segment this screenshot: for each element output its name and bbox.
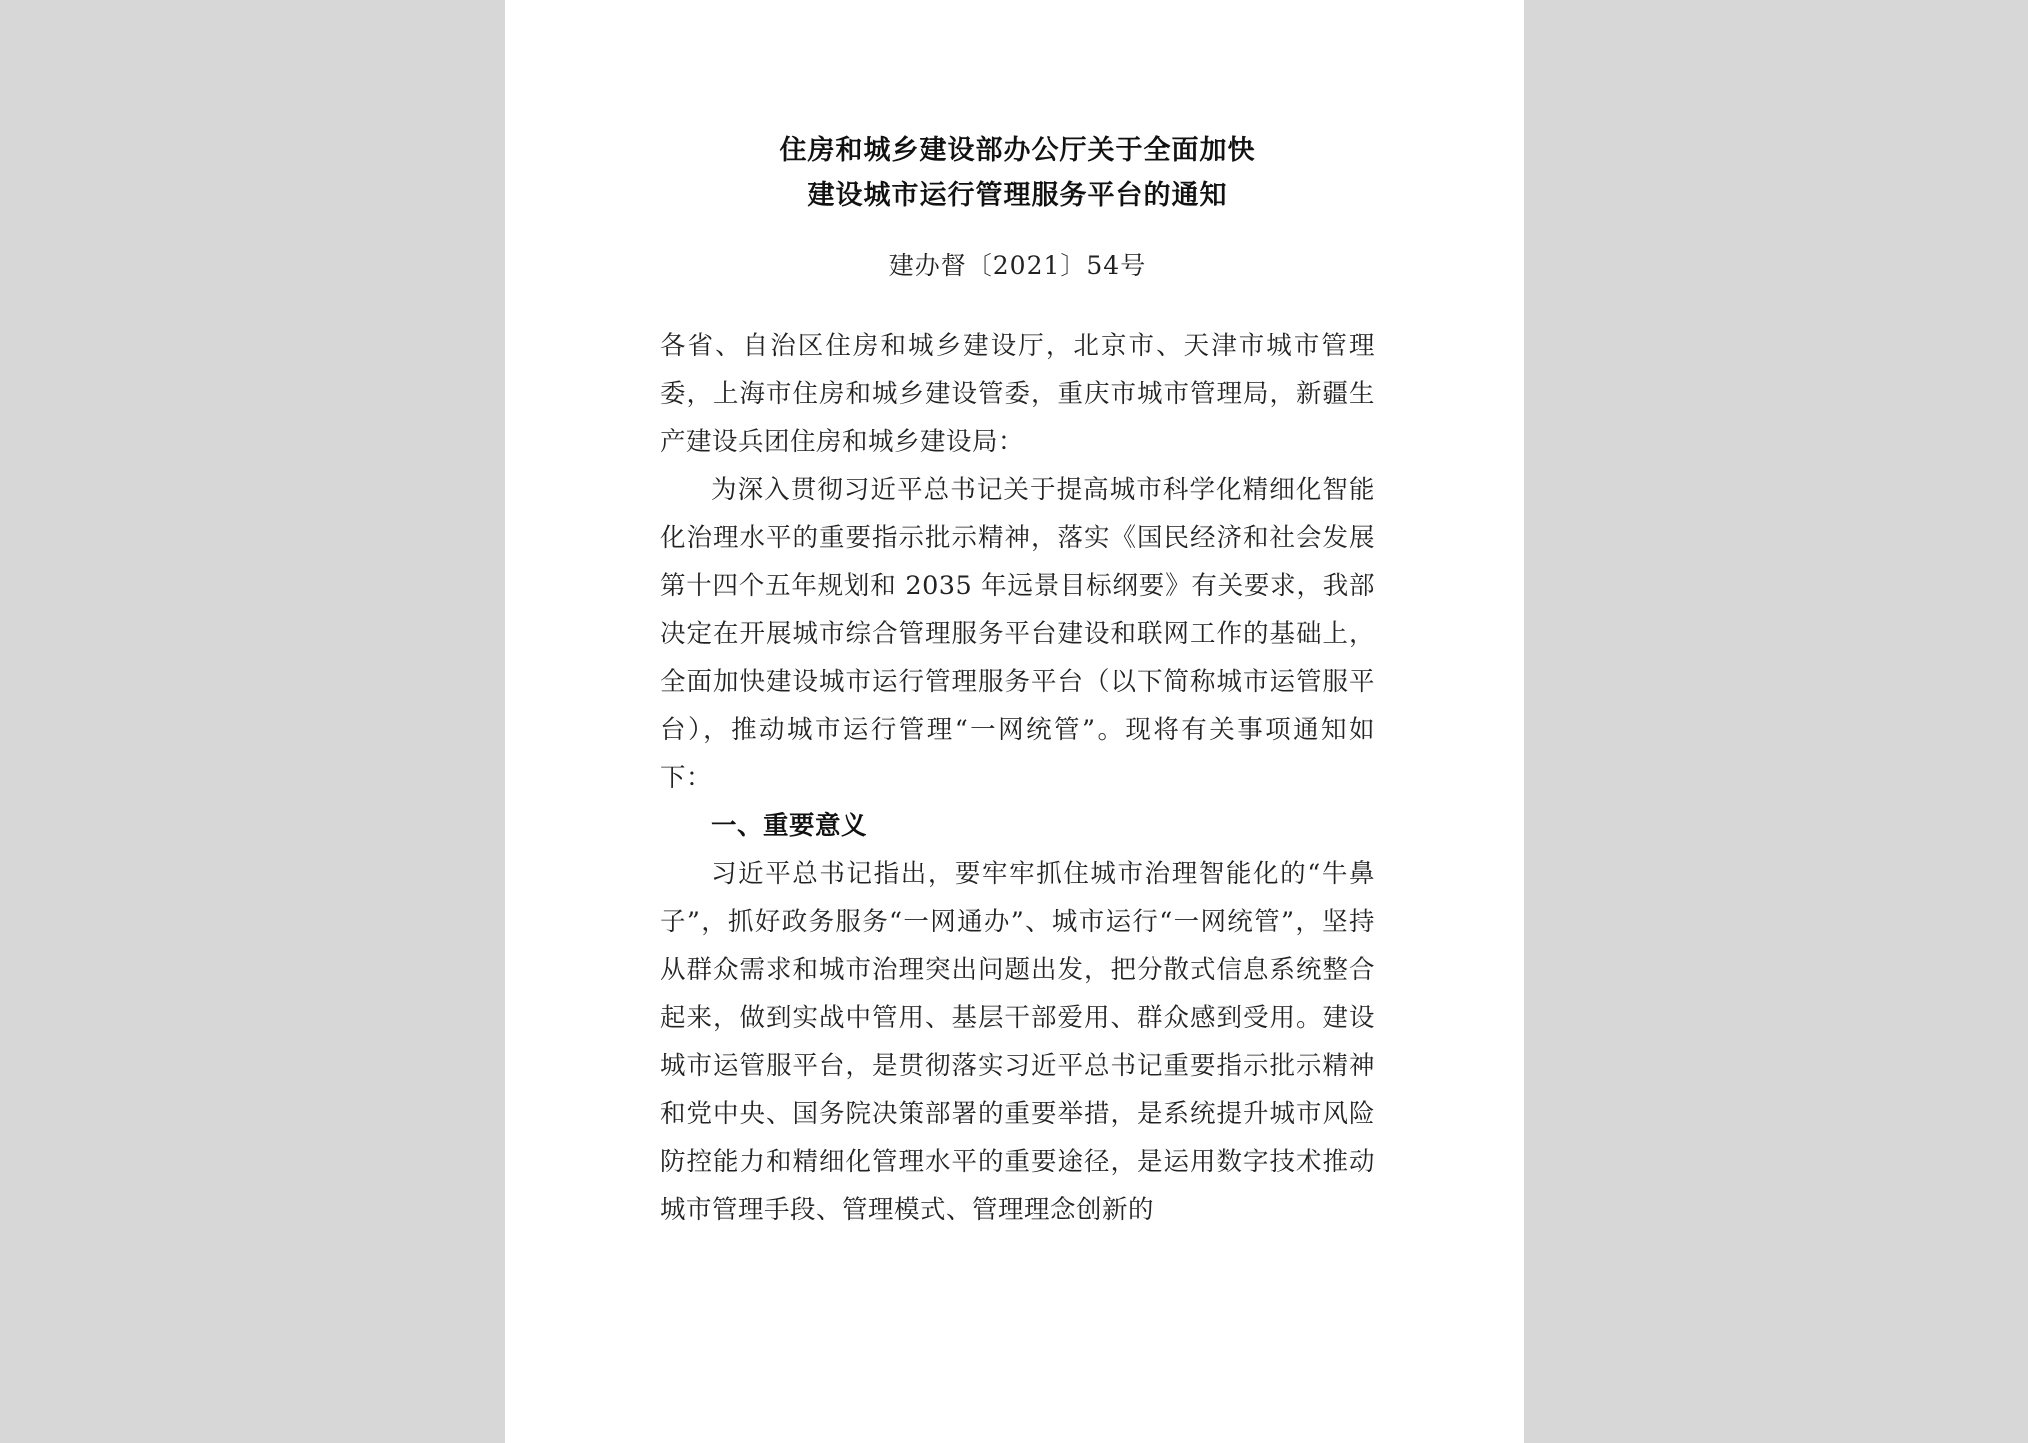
section-heading: 一、重要意义 [711,811,868,841]
title-line-1: 住房和城乡建设部办公厅关于全面加快 [779,135,1256,166]
document-number: 建办督〔2021〕54号 [888,251,1147,280]
addressee-paragraph: 各省、自治区住房和城乡建设厅，北京市、天津市城市管理委，上海市住房和城乡建设管委，重庆市城市管理局，新疆生产建设兵团住房和城乡建设局： [660,331,1375,457]
intro-paragraph: 为深入贯彻习近平总书记关于提高城市科学化精细化智能化治理水平的重要指示批示精神，落实《国民经济和社会发展第十四个五年规划和 2035 年远景目标纲要》有关要求，我部决定在开展城市综合管理服务平台建设和联网工作的基础上，全面加快建设城市运行管理服务平台（以下简称城市运管服平台），推动城市运行管理“一网统管”。现将有关事项通知如下： [660,475,1375,793]
document-title [660,128,1375,218]
title-line-2: 建设城市运行管理服务平台的通知 [807,180,1228,211]
section-paragraph: 习近平总书记指出，要牢牢抓住城市治理智能化的“牛鼻子”，抓好政务服务“一网通办”、城市运行“一网统管”，坚持从群众需求和城市治理突出问题出发，把分散式信息系统整合起来，做到实战中管用、基层干部爱用、群众感到受用。建设城市运管服平台，是贯彻落实习近平总书记重要指示批示精神和党中央、国务院决策部署的重要举措，是系统提升城市风险防控能力和精细化管理水平的重要途径，是运用数字技术推动城市管理手段、管理模式、管理理念创新的 [660,859,1375,1225]
document-body [660,322,1375,1234]
document-page [505,0,1524,1443]
document-content [660,128,1375,1234]
